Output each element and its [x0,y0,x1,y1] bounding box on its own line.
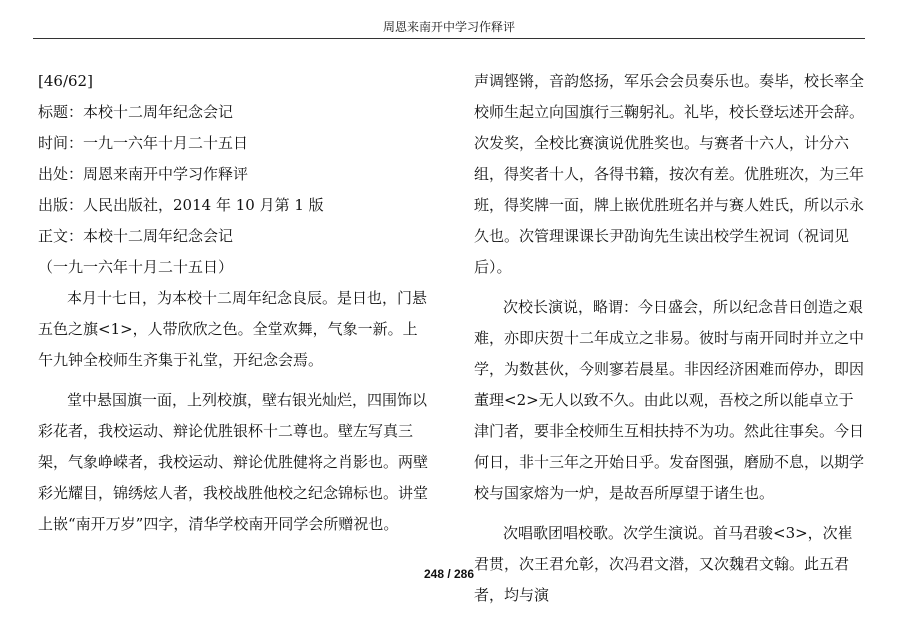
date-line: （一九一六年十月二十五日） [38,258,234,276]
running-header: 周恩来南开中学习作释评 [382,20,515,34]
body-paragraph: 堂中悬国旗一面，上列校旗，壁右银光灿烂，四围饰以彩花者，我校运动、辩论优胜银杯十二尊也。壁左写真三架，气象峥嵘者，我校运动、辩论优胜健将之肖影也。两壁彩光耀目，锦绣炫人者，我校战胜他校之纪念锦标也。讲堂上嵌“南开万岁”四字，清华学校南开同学会所赠祝也。 [38,391,429,533]
header-divider [33,38,865,39]
left-column [38,66,428,540]
document-index: [46/62] [38,72,93,90]
meta-date: 时间：一九一六年十月二十五日 [38,134,249,152]
meta-source: 出处：周恩来南开中学习作释评 [38,165,249,183]
body-paragraph: 次唱歌团唱校歌。次学生演说。首马君骏<3>，次崔君贯，次王君允彰，次冯君文潜，又次魏君文翰。此五君者，均与演 [474,524,853,604]
body-paragraph: 本月十七日，为本校十二周年纪念良辰。是日也，门悬五色之旗<1>，人带欣欣之色。全堂欢舞，气象一新。上午九钟全校师生齐集于礼堂，开纪念会焉。 [38,289,428,369]
body-paragraph: 声调铿锵，音韵悠扬，军乐会会员奏乐也。奏毕，校长率全校师生起立向国旗行三鞠躬礼。礼毕，校长登坛述开会辞。次发奖，全校比赛演说优胜奖也。与赛者十六人，计分六组，得奖者十人，各得书籍，按次有差。优胜班次，为三年班，得奖牌一面，牌上嵌优胜班名并与赛人姓氏，所以示永久也。次管理课课长尹劭询先生读出校学生祝词（祝词见后）。 [474,72,865,276]
body-paragraph: 次校长演说，略谓：今日盛会，所以纪念昔日创造之艰难，亦即庆贺十二年成立之非易。彼时与南开同时并立之中学，为数甚伙，今则寥若晨星。非因经济困难而停办，即因董理<2>无人以致不久。由此以观，吾校之所以能卓立于津门者，要非全校师生互相扶持不为功。然此往事矣。今日何日，非十三年之开始日乎。发奋图强，磨励不息，以期学校与国家熔为一炉，是故吾所厚望于诸生也。 [474,298,865,502]
right-column [474,66,864,611]
page-indicator: 248 / 286 [423,567,475,581]
meta-title: 标题：本校十二周年纪念会记 [38,103,234,121]
meta-body-title: 正文：本校十二周年纪念会记 [38,227,234,245]
meta-publisher: 出版：人民出版社，2014 年 10 月第 1 版 [38,196,324,214]
